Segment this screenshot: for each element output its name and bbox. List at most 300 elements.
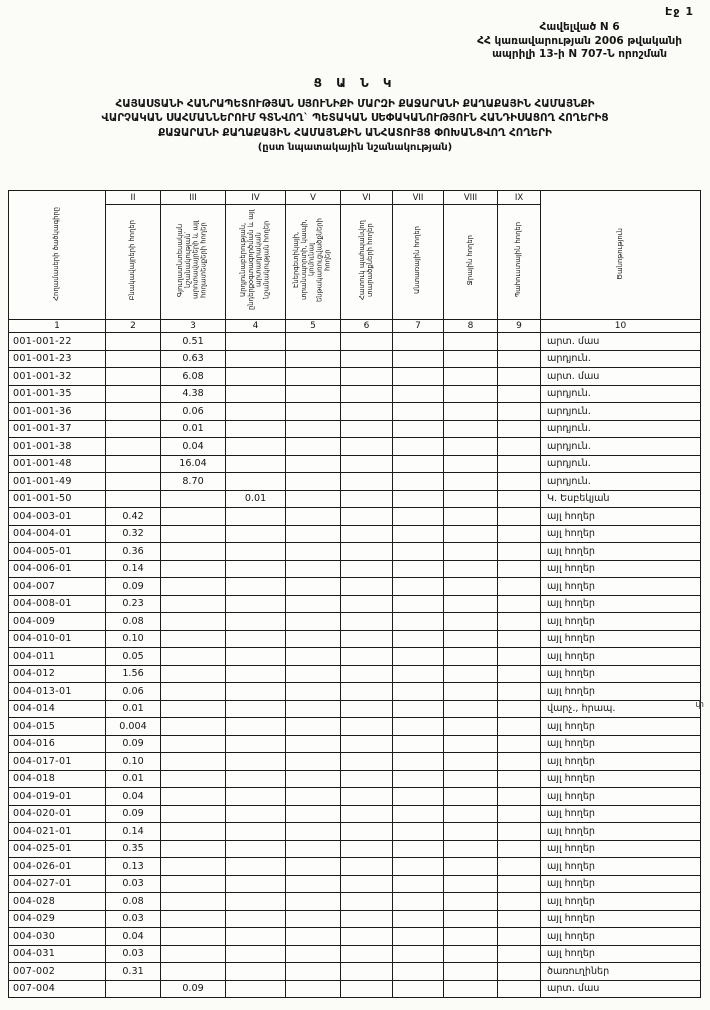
col-header (106, 205, 161, 320)
row-code: 004-011 (9, 648, 106, 666)
row-note: այլ հողեր (541, 718, 701, 736)
row-value (393, 788, 444, 806)
row-value (498, 963, 541, 981)
row-value (341, 368, 393, 386)
row-value (286, 525, 341, 543)
row-value (226, 473, 286, 491)
table-row (9, 840, 701, 858)
row-value (341, 560, 393, 578)
row-value (226, 350, 286, 368)
row-value: 0.03 (106, 875, 161, 893)
row-value (444, 753, 498, 771)
table-row (9, 630, 701, 648)
row-value (286, 788, 341, 806)
row-value (106, 980, 161, 998)
table-row (9, 735, 701, 753)
row-value (498, 753, 541, 771)
row-value (393, 963, 444, 981)
row-value (226, 910, 286, 928)
document-title: Ց Ա Ն Կ (313, 76, 397, 90)
row-value (341, 613, 393, 631)
row-value (106, 403, 161, 421)
row-note: այլ հողեր (541, 508, 701, 526)
row-value (393, 560, 444, 578)
row-note: այլ հողեր (541, 875, 701, 893)
row-value (393, 333, 444, 351)
row-code: 004-031 (9, 945, 106, 963)
row-value (226, 928, 286, 946)
row-code: 004-027-01 (9, 875, 106, 893)
row-value (498, 875, 541, 893)
row-value (286, 420, 341, 438)
table-row (9, 403, 701, 421)
table-row (9, 613, 701, 631)
row-value: 0.08 (106, 613, 161, 631)
row-note: արդյուն. (541, 403, 701, 421)
table-row (9, 525, 701, 543)
row-value (341, 753, 393, 771)
table-row (9, 420, 701, 438)
row-value (286, 613, 341, 631)
row-value: 0.09 (106, 805, 161, 823)
row-value (498, 578, 541, 596)
row-value (498, 735, 541, 753)
row-value (444, 788, 498, 806)
row-value (341, 700, 393, 718)
row-value (226, 718, 286, 736)
rotated-column-label: Էներգետիկայի, տրանսպորտի, կապի, կոմունալ ենթակառուցվածքների հողեր (292, 218, 332, 302)
row-value (498, 438, 541, 456)
row-value (286, 718, 341, 736)
col-header (444, 205, 498, 320)
row-note: այլ հողեր (541, 683, 701, 701)
row-value (286, 333, 341, 351)
row-value (161, 718, 226, 736)
row-value (161, 875, 226, 893)
row-value (161, 928, 226, 946)
row-value (444, 893, 498, 911)
row-value (393, 525, 444, 543)
row-code: 004-014 (9, 700, 106, 718)
row-value: 0.13 (106, 858, 161, 876)
row-value (341, 858, 393, 876)
row-value (444, 473, 498, 491)
row-value (444, 648, 498, 666)
row-code: 001-001-49 (9, 473, 106, 491)
col-header (498, 205, 541, 320)
row-value (106, 385, 161, 403)
row-note: այլ հողեր (541, 805, 701, 823)
row-value (226, 438, 286, 456)
row-code: 004-025-01 (9, 840, 106, 858)
row-code: 001-001-35 (9, 385, 106, 403)
row-code: 001-001-32 (9, 368, 106, 386)
row-value (286, 508, 341, 526)
row-value (226, 770, 286, 788)
row-value (393, 735, 444, 753)
table-head (9, 191, 701, 333)
row-value (226, 823, 286, 841)
row-value (286, 910, 341, 928)
row-value (226, 683, 286, 701)
row-note: այլ հողեր (541, 788, 701, 806)
row-value: 0.10 (106, 630, 161, 648)
col-header (286, 205, 341, 320)
row-value: 0.63 (161, 350, 226, 368)
row-value (393, 473, 444, 491)
row-value (444, 525, 498, 543)
row-value (341, 525, 393, 543)
row-value: 0.32 (106, 525, 161, 543)
row-value (393, 875, 444, 893)
row-value (286, 648, 341, 666)
subtitle-note: (ըստ նպատակային նշանակության) (257, 142, 453, 154)
row-value (444, 420, 498, 438)
row-code: 007-002 (9, 963, 106, 981)
row-value (226, 980, 286, 998)
row-value: 16.04 (161, 455, 226, 473)
row-value (444, 508, 498, 526)
row-value (498, 700, 541, 718)
row-value (393, 805, 444, 823)
roman-numeral: III (161, 191, 226, 205)
row-note: այլ հողեր (541, 648, 701, 666)
row-value (444, 578, 498, 596)
row-note: արդյուն. (541, 385, 701, 403)
row-value (161, 508, 226, 526)
row-value (286, 490, 341, 508)
row-value: 0.03 (106, 910, 161, 928)
roman-numeral: VIII (444, 191, 498, 205)
row-value (106, 350, 161, 368)
row-value (341, 350, 393, 368)
row-value (106, 455, 161, 473)
row-value (393, 385, 444, 403)
row-value (286, 543, 341, 561)
row-value (161, 683, 226, 701)
row-value (341, 910, 393, 928)
table-row (9, 665, 701, 683)
row-value (226, 945, 286, 963)
row-value (498, 613, 541, 631)
row-value (393, 595, 444, 613)
col-header (226, 205, 286, 320)
row-value (393, 490, 444, 508)
row-value (286, 823, 341, 841)
table-row (9, 473, 701, 491)
row-note: արդյուն. (541, 420, 701, 438)
row-value (106, 438, 161, 456)
row-note: այլ հողեր (541, 560, 701, 578)
row-value (226, 700, 286, 718)
row-value (498, 858, 541, 876)
land-parcels-table (8, 190, 701, 998)
row-value (498, 840, 541, 858)
row-value (393, 893, 444, 911)
row-value (161, 893, 226, 911)
row-value (498, 560, 541, 578)
row-value (341, 543, 393, 561)
row-value (444, 630, 498, 648)
row-value (498, 928, 541, 946)
row-value (161, 858, 226, 876)
column-number: 4 (226, 320, 286, 333)
row-value: 8.70 (161, 473, 226, 491)
row-value (161, 840, 226, 858)
row-value: 0.01 (106, 770, 161, 788)
appendix-line: Հավելված N 6 (539, 21, 620, 33)
row-value (498, 945, 541, 963)
row-code: 001-001-38 (9, 438, 106, 456)
column-number: 9 (498, 320, 541, 333)
row-code: 004-028 (9, 893, 106, 911)
row-value (444, 543, 498, 561)
row-value (106, 420, 161, 438)
row-value (161, 648, 226, 666)
row-value (161, 945, 226, 963)
row-value (226, 403, 286, 421)
row-value (286, 963, 341, 981)
row-value (393, 403, 444, 421)
row-value: 0.08 (106, 893, 161, 911)
table-row (9, 875, 701, 893)
row-value (444, 455, 498, 473)
row-value: 0.01 (161, 420, 226, 438)
table-row (9, 455, 701, 473)
row-value (341, 490, 393, 508)
appendix-line: ՀՀ կառավարության 2006 թվականի (477, 34, 682, 47)
row-value (341, 420, 393, 438)
row-code: 004-016 (9, 735, 106, 753)
row-note: արտ. մաս (541, 368, 701, 386)
row-value (498, 770, 541, 788)
roman-numeral: II (106, 191, 161, 205)
row-value (498, 980, 541, 998)
rotated-column-label: Ծանոթություն (615, 227, 624, 280)
row-value (226, 420, 286, 438)
row-value (444, 333, 498, 351)
roman-numeral: VI (341, 191, 393, 205)
table-row (9, 438, 701, 456)
row-value (498, 910, 541, 928)
rotated-column-label: Հողամասերի ծածկագիրը (52, 206, 61, 301)
row-value (498, 805, 541, 823)
row-value (444, 770, 498, 788)
row-value: 0.09 (106, 578, 161, 596)
row-value: 0.01 (106, 700, 161, 718)
row-value: 0.23 (106, 595, 161, 613)
row-value (161, 613, 226, 631)
row-code: 004-018 (9, 770, 106, 788)
row-value (341, 963, 393, 981)
row-value (444, 385, 498, 403)
row-value (341, 630, 393, 648)
row-value (226, 805, 286, 823)
row-value (161, 823, 226, 841)
row-value (498, 683, 541, 701)
table-row (9, 788, 701, 806)
row-value (444, 840, 498, 858)
row-value (286, 805, 341, 823)
roman-numeral: IX (498, 191, 541, 205)
row-note: այլ հողեր (541, 525, 701, 543)
page-number: Էջ 1 (665, 5, 694, 18)
table-row (9, 368, 701, 386)
row-note: այլ հողեր (541, 928, 701, 946)
row-value (106, 473, 161, 491)
row-value (341, 455, 393, 473)
row-value (498, 595, 541, 613)
row-value (226, 595, 286, 613)
row-note: արտ. մաս (541, 980, 701, 998)
row-value (286, 665, 341, 683)
row-value (341, 980, 393, 998)
row-value (498, 525, 541, 543)
table-row (9, 928, 701, 946)
table-row (9, 560, 701, 578)
row-value (393, 665, 444, 683)
row-value (498, 823, 541, 841)
roman-numeral: VII (393, 191, 444, 205)
row-value (444, 700, 498, 718)
row-value (393, 980, 444, 998)
row-value (498, 333, 541, 351)
row-value (161, 595, 226, 613)
row-value (161, 753, 226, 771)
row-value (444, 438, 498, 456)
row-value: 0.09 (161, 980, 226, 998)
row-value (341, 945, 393, 963)
row-value (393, 770, 444, 788)
row-value (341, 508, 393, 526)
row-value (444, 490, 498, 508)
row-value (393, 718, 444, 736)
row-value (286, 438, 341, 456)
table-row (9, 770, 701, 788)
row-value (226, 333, 286, 351)
row-value (226, 753, 286, 771)
row-code: 004-017-01 (9, 753, 106, 771)
row-value (226, 455, 286, 473)
rotated-column-label: Գյուղատնտեսական նշանակության՝ արոտավայրերի և այլ հողատեսքերի հողեր (176, 220, 208, 300)
table-row (9, 910, 701, 928)
row-value (341, 788, 393, 806)
row-note: Կ. Եսբեկյան (541, 490, 701, 508)
row-value (226, 963, 286, 981)
column-number: 2 (106, 320, 161, 333)
column-number: 5 (286, 320, 341, 333)
row-value (444, 963, 498, 981)
table-row (9, 858, 701, 876)
row-value: 0.31 (106, 963, 161, 981)
row-value (226, 840, 286, 858)
row-value (341, 385, 393, 403)
row-value (226, 525, 286, 543)
row-value (393, 420, 444, 438)
row-value (161, 525, 226, 543)
row-value (286, 473, 341, 491)
row-value (498, 368, 541, 386)
row-value: 0.10 (106, 753, 161, 771)
col-header-note (541, 191, 701, 320)
row-value (393, 630, 444, 648)
rotated-column-label: Պահուստային հողեր (514, 222, 523, 298)
table-row (9, 490, 701, 508)
table-row (9, 595, 701, 613)
row-value (444, 910, 498, 928)
row-value (444, 858, 498, 876)
row-value (226, 560, 286, 578)
row-note: այլ հողեր (541, 858, 701, 876)
row-value (226, 508, 286, 526)
table-row (9, 385, 701, 403)
row-value (286, 928, 341, 946)
row-value (341, 333, 393, 351)
row-value: 0.35 (106, 840, 161, 858)
row-note: այլ հողեր (541, 543, 701, 561)
row-value (286, 753, 341, 771)
row-value (341, 403, 393, 421)
row-value (226, 613, 286, 631)
rotated-column-label: Անտառային հողեր (413, 226, 422, 294)
row-value (444, 945, 498, 963)
row-value (498, 350, 541, 368)
row-note: արտ. մաս (541, 333, 701, 351)
subtitle-line: ՎԱՐՉԱԿԱՆ ՍԱՀՄԱՆՆԵՐՈՒՄ ԳՏՆՎՈՂ` ՊԵՏԱԿԱՆ ՍԵՓԱԿԱՆՈՒԹՅՈՒՆ ՀԱՆԴԻՍԱՑՈՂ ՀՈՂԵՐԻՑ (101, 112, 609, 125)
row-code: 004-008-01 (9, 595, 106, 613)
row-value (498, 385, 541, 403)
row-note: արդյուն. (541, 350, 701, 368)
col-header (341, 205, 393, 320)
roman-numeral: V (286, 191, 341, 205)
title-block (0, 76, 710, 153)
row-value (444, 613, 498, 631)
row-value (393, 858, 444, 876)
row-value (226, 788, 286, 806)
row-value (444, 683, 498, 701)
row-value: 6.08 (161, 368, 226, 386)
col-header (393, 205, 444, 320)
row-value: 0.06 (161, 403, 226, 421)
row-value (341, 928, 393, 946)
row-note: այլ հողեր (541, 770, 701, 788)
row-value (161, 770, 226, 788)
row-value: 0.14 (106, 560, 161, 578)
row-code: 001-001-22 (9, 333, 106, 351)
row-value (161, 910, 226, 928)
table-row (9, 648, 701, 666)
row-note: արդյուն. (541, 455, 701, 473)
row-value (226, 368, 286, 386)
row-note: այլ հողեր (541, 893, 701, 911)
row-value: 0.42 (106, 508, 161, 526)
row-value (393, 683, 444, 701)
row-note: այլ հողեր (541, 578, 701, 596)
row-value (226, 665, 286, 683)
row-value (393, 613, 444, 631)
table-row (9, 700, 701, 718)
row-value (286, 735, 341, 753)
row-note: այլ հողեր (541, 823, 701, 841)
row-value (106, 333, 161, 351)
row-value (286, 368, 341, 386)
row-value (286, 893, 341, 911)
table-row (9, 508, 701, 526)
row-value (444, 718, 498, 736)
row-value: 0.09 (106, 735, 161, 753)
row-value: 0.01 (226, 490, 286, 508)
rotated-column-label: Արդյունաբերության, ընդերքօգտագործման և այլ արտադրական նշանակության հողեր (238, 209, 271, 311)
